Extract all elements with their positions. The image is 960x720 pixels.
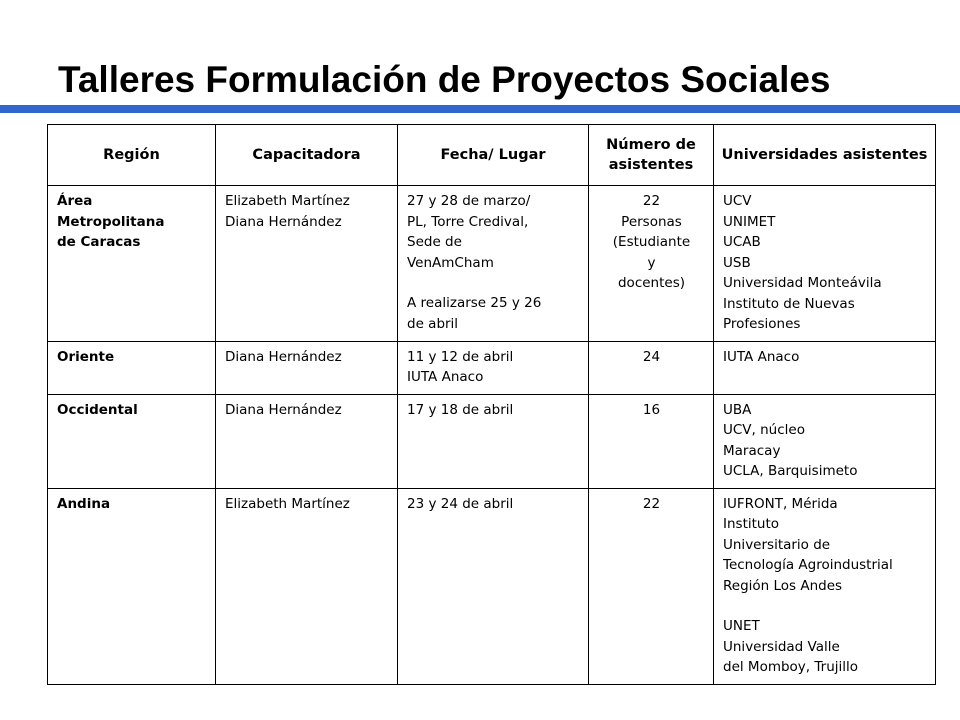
cell-line: PL, Torre Credival, [407, 213, 529, 230]
cell-line: 11 y 12 de abril [407, 348, 514, 365]
cell-line: Universidad Valle [723, 638, 840, 655]
cell-region [48, 341, 216, 394]
cell-line: Maracay [723, 442, 781, 459]
cell-line: 22 [642, 495, 661, 512]
table-row [48, 394, 936, 488]
cell-line: 16 [642, 401, 661, 418]
cell-line: 17 y 18 de abril [407, 401, 514, 418]
cell-line: del Momboy, Trujillo [723, 659, 859, 675]
cell-line: Personas [621, 213, 682, 230]
cell-trainer [216, 488, 398, 684]
cell-line: 27 y 28 de marzo/ [407, 193, 531, 209]
cell-line: IUFRONT, Mérida [723, 495, 838, 512]
cell-line: UCV [723, 193, 752, 209]
cell-trainer [216, 341, 398, 394]
cell-line: Oriente [57, 348, 115, 365]
cell-line: USB [723, 254, 751, 271]
cell-line: Instituto [723, 516, 780, 532]
cell-attendees [589, 488, 714, 684]
cell-line: Instituto de Nuevas [723, 295, 855, 312]
cell-line: Sede de [407, 234, 462, 250]
cell-attendees [589, 394, 714, 488]
cell-line: UNET [723, 618, 760, 634]
table-row [48, 341, 936, 394]
cell-line: Tecnología Agroindustrial [723, 557, 893, 573]
cell-line: (Estudiante [612, 234, 691, 250]
cell-attendees [589, 186, 714, 342]
cell-line: Elizabeth Martínez [225, 495, 350, 512]
cell-line: Elizabeth Martínez [225, 193, 350, 209]
cell-trainer [216, 394, 398, 488]
cell-line: Área [57, 193, 93, 209]
cell-line: UCV, núcleo [723, 422, 805, 438]
cell-line: UBA [723, 401, 752, 418]
cell-line: Metropolitana [57, 213, 165, 230]
cell-line: UCLA, Barquisimeto [723, 463, 858, 479]
cell-universities [714, 488, 936, 684]
cell-line: docentes) [617, 275, 685, 291]
cell-universities [714, 394, 936, 488]
table-row [48, 488, 936, 684]
cell-line: Diana Hernández [225, 401, 342, 418]
cell-line: 23 y 24 de abril [407, 495, 514, 512]
cell-line: y [647, 254, 656, 271]
cell-region [48, 488, 216, 684]
cell-line: Región Los Andes [723, 577, 843, 594]
header-universities: Universidades asistentes [714, 125, 936, 186]
cell-line: Universitario de [723, 536, 831, 553]
cell-date-place [398, 186, 589, 342]
cell-universities [714, 341, 936, 394]
workshops-table [47, 124, 936, 685]
table-body [48, 186, 936, 685]
cell-universities [714, 186, 936, 342]
blank-line [407, 273, 580, 293]
title-underline [0, 105, 960, 113]
cell-trainer [216, 186, 398, 342]
cell-line: Diana Hernández [225, 348, 342, 365]
page-title: Talleres Formulación de Proyectos Sociales [58, 59, 831, 100]
cell-line: Diana Hernández [225, 213, 342, 230]
table-row [48, 186, 936, 342]
cell-date-place [398, 488, 589, 684]
cell-line: 24 [642, 348, 661, 365]
cell-line: de abril [407, 315, 459, 332]
cell-date-place [398, 341, 589, 394]
header-date-place: Fecha/ Lugar [398, 125, 589, 186]
cell-line: UCAB [723, 234, 761, 250]
cell-line: Occidental [57, 401, 138, 418]
header-region: Región [48, 125, 216, 186]
cell-line: Universidad Monteávila [723, 275, 882, 291]
cell-region [48, 394, 216, 488]
blank-line [723, 596, 927, 616]
cell-line: de Caracas [57, 234, 141, 250]
table-header-row [48, 125, 936, 186]
cell-date-place [398, 394, 589, 488]
cell-region [48, 186, 216, 342]
cell-line: Profesiones [723, 316, 801, 332]
cell-line: VenAmCham [407, 254, 494, 271]
cell-line: 22 [642, 193, 661, 209]
cell-line: UNIMET [723, 213, 776, 230]
header-trainer: Capacitadora [216, 125, 398, 186]
cell-line: A realizarse 25 y 26 [407, 295, 542, 311]
cell-line: IUTA Anaco [723, 348, 800, 365]
cell-line: Andina [57, 495, 111, 512]
cell-line: IUTA Anaco [407, 369, 484, 385]
header-attendees: Número de asistentes [589, 125, 714, 186]
cell-attendees [589, 341, 714, 394]
